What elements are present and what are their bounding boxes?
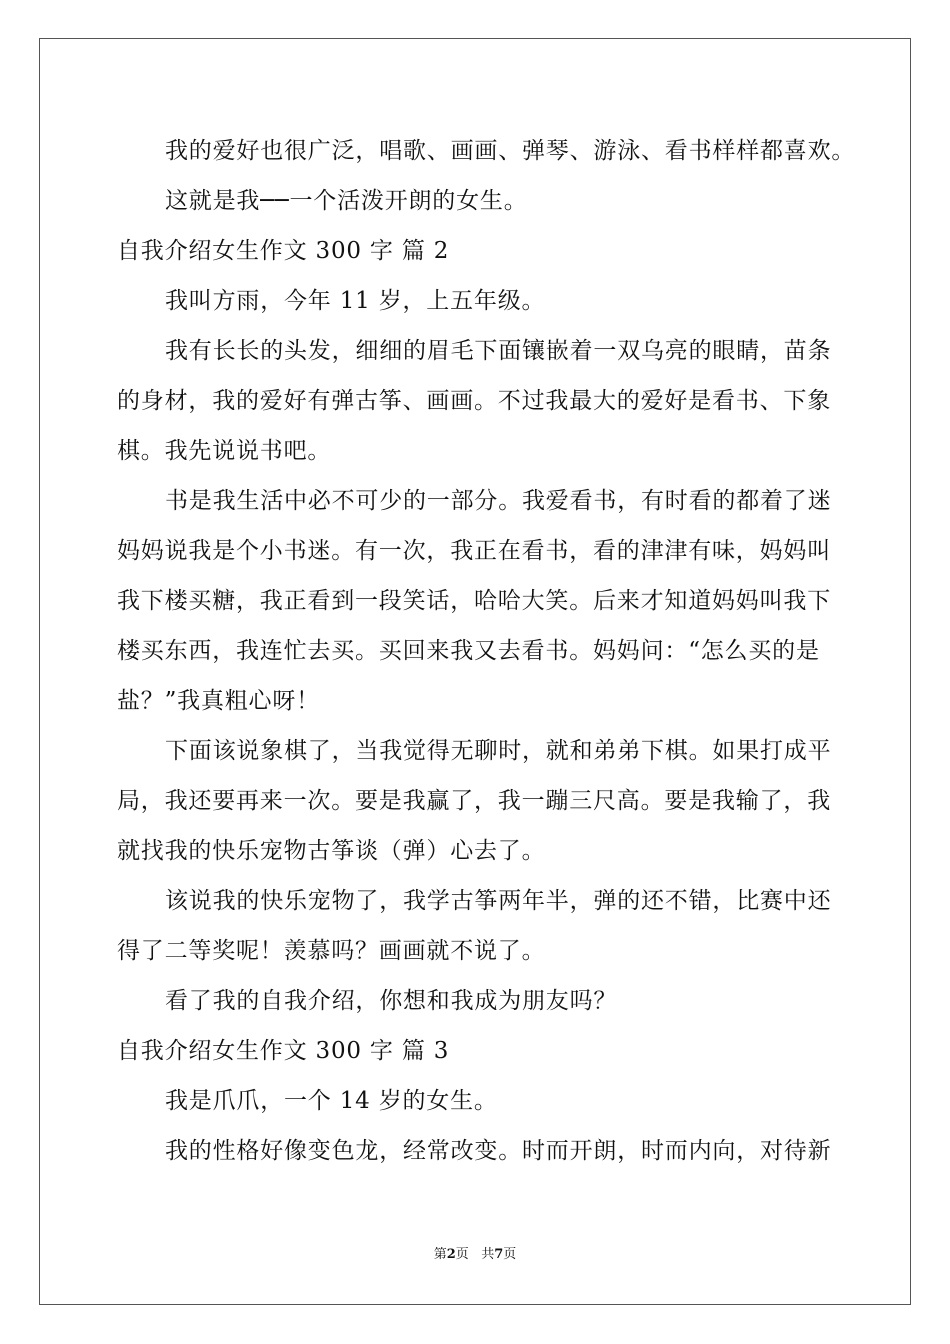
paragraph-line: 我是爪爪，一个 14 岁的女生。 <box>165 1088 498 1114</box>
paragraph-line: 棋。我先说说书吧。 <box>117 438 332 464</box>
paragraph-line: 看了我的自我介绍，你想和我成为朋友吗？ <box>165 988 618 1014</box>
paragraph-line: 盐？”我真粗心呀！ <box>117 688 320 714</box>
paragraph-line: 这就是我──一个活泼开朗的女生。 <box>165 188 528 214</box>
page-number: 2 <box>446 1247 456 1262</box>
paragraph-line: 局，我还要再来一次。要是我赢了，我一蹦三尺高。要是我输了，我 <box>117 788 831 814</box>
paragraph-line: 该说我的快乐宠物了，我学古筝两年半，弹的还不错，比赛中还 <box>165 888 832 914</box>
section-heading: 自我介绍女生作文 300 字 篇 3 <box>117 1038 450 1064</box>
paragraph-line: 得了二等奖呢！羡慕吗？画画就不说了。 <box>117 938 546 964</box>
paragraph-line: 下面该说象棋了，当我觉得无聊时，就和弟弟下棋。如果打成平 <box>165 738 832 764</box>
section-heading: 自我介绍女生作文 300 字 篇 2 <box>117 238 450 264</box>
paragraph-line: 我有长长的头发，细细的眉毛下面镶嵌着一双乌亮的眼睛，苗条 <box>165 338 832 364</box>
page-suffix: 页 <box>455 1247 469 1262</box>
paragraph-line: 书是我生活中必不可少的一部分。我爱看书，有时看的都着了迷 <box>165 488 832 514</box>
page-prefix: 第 <box>433 1247 447 1262</box>
total-pages: 7 <box>494 1247 504 1262</box>
total-prefix: 共 <box>481 1247 495 1262</box>
paragraph-line: 就找我的快乐宠物古筝谈（弹）心去了。 <box>117 838 546 864</box>
paragraph-line: 的身材，我的爱好有弹古筝、画画。不过我最大的爱好是看书、下象 <box>117 388 831 414</box>
paragraph-line: 楼买东西，我连忙去买。买回来我又去看书。妈妈问：“怎么买的是 <box>117 638 820 664</box>
paragraph-line: 我下楼买糖，我正看到一段笑话，哈哈大笑。后来才知道妈妈叫我下 <box>117 588 831 614</box>
paragraph-line: 妈妈说我是个小书迷。有一次，我正在看书，看的津津有味，妈妈叫 <box>117 538 831 564</box>
total-suffix: 页 <box>503 1247 517 1262</box>
page-footer <box>0 1246 950 1264</box>
paragraph-line: 我的性格好像变色龙，经常改变。时而开朗，时而内向，对待新 <box>165 1138 832 1164</box>
paragraph-line: 我叫方雨，今年 11 岁，上五年级。 <box>165 288 546 314</box>
paragraph-line: 我的爱好也很广泛，唱歌、画画、弹琴、游泳、看书样样都喜欢。 <box>165 138 856 164</box>
